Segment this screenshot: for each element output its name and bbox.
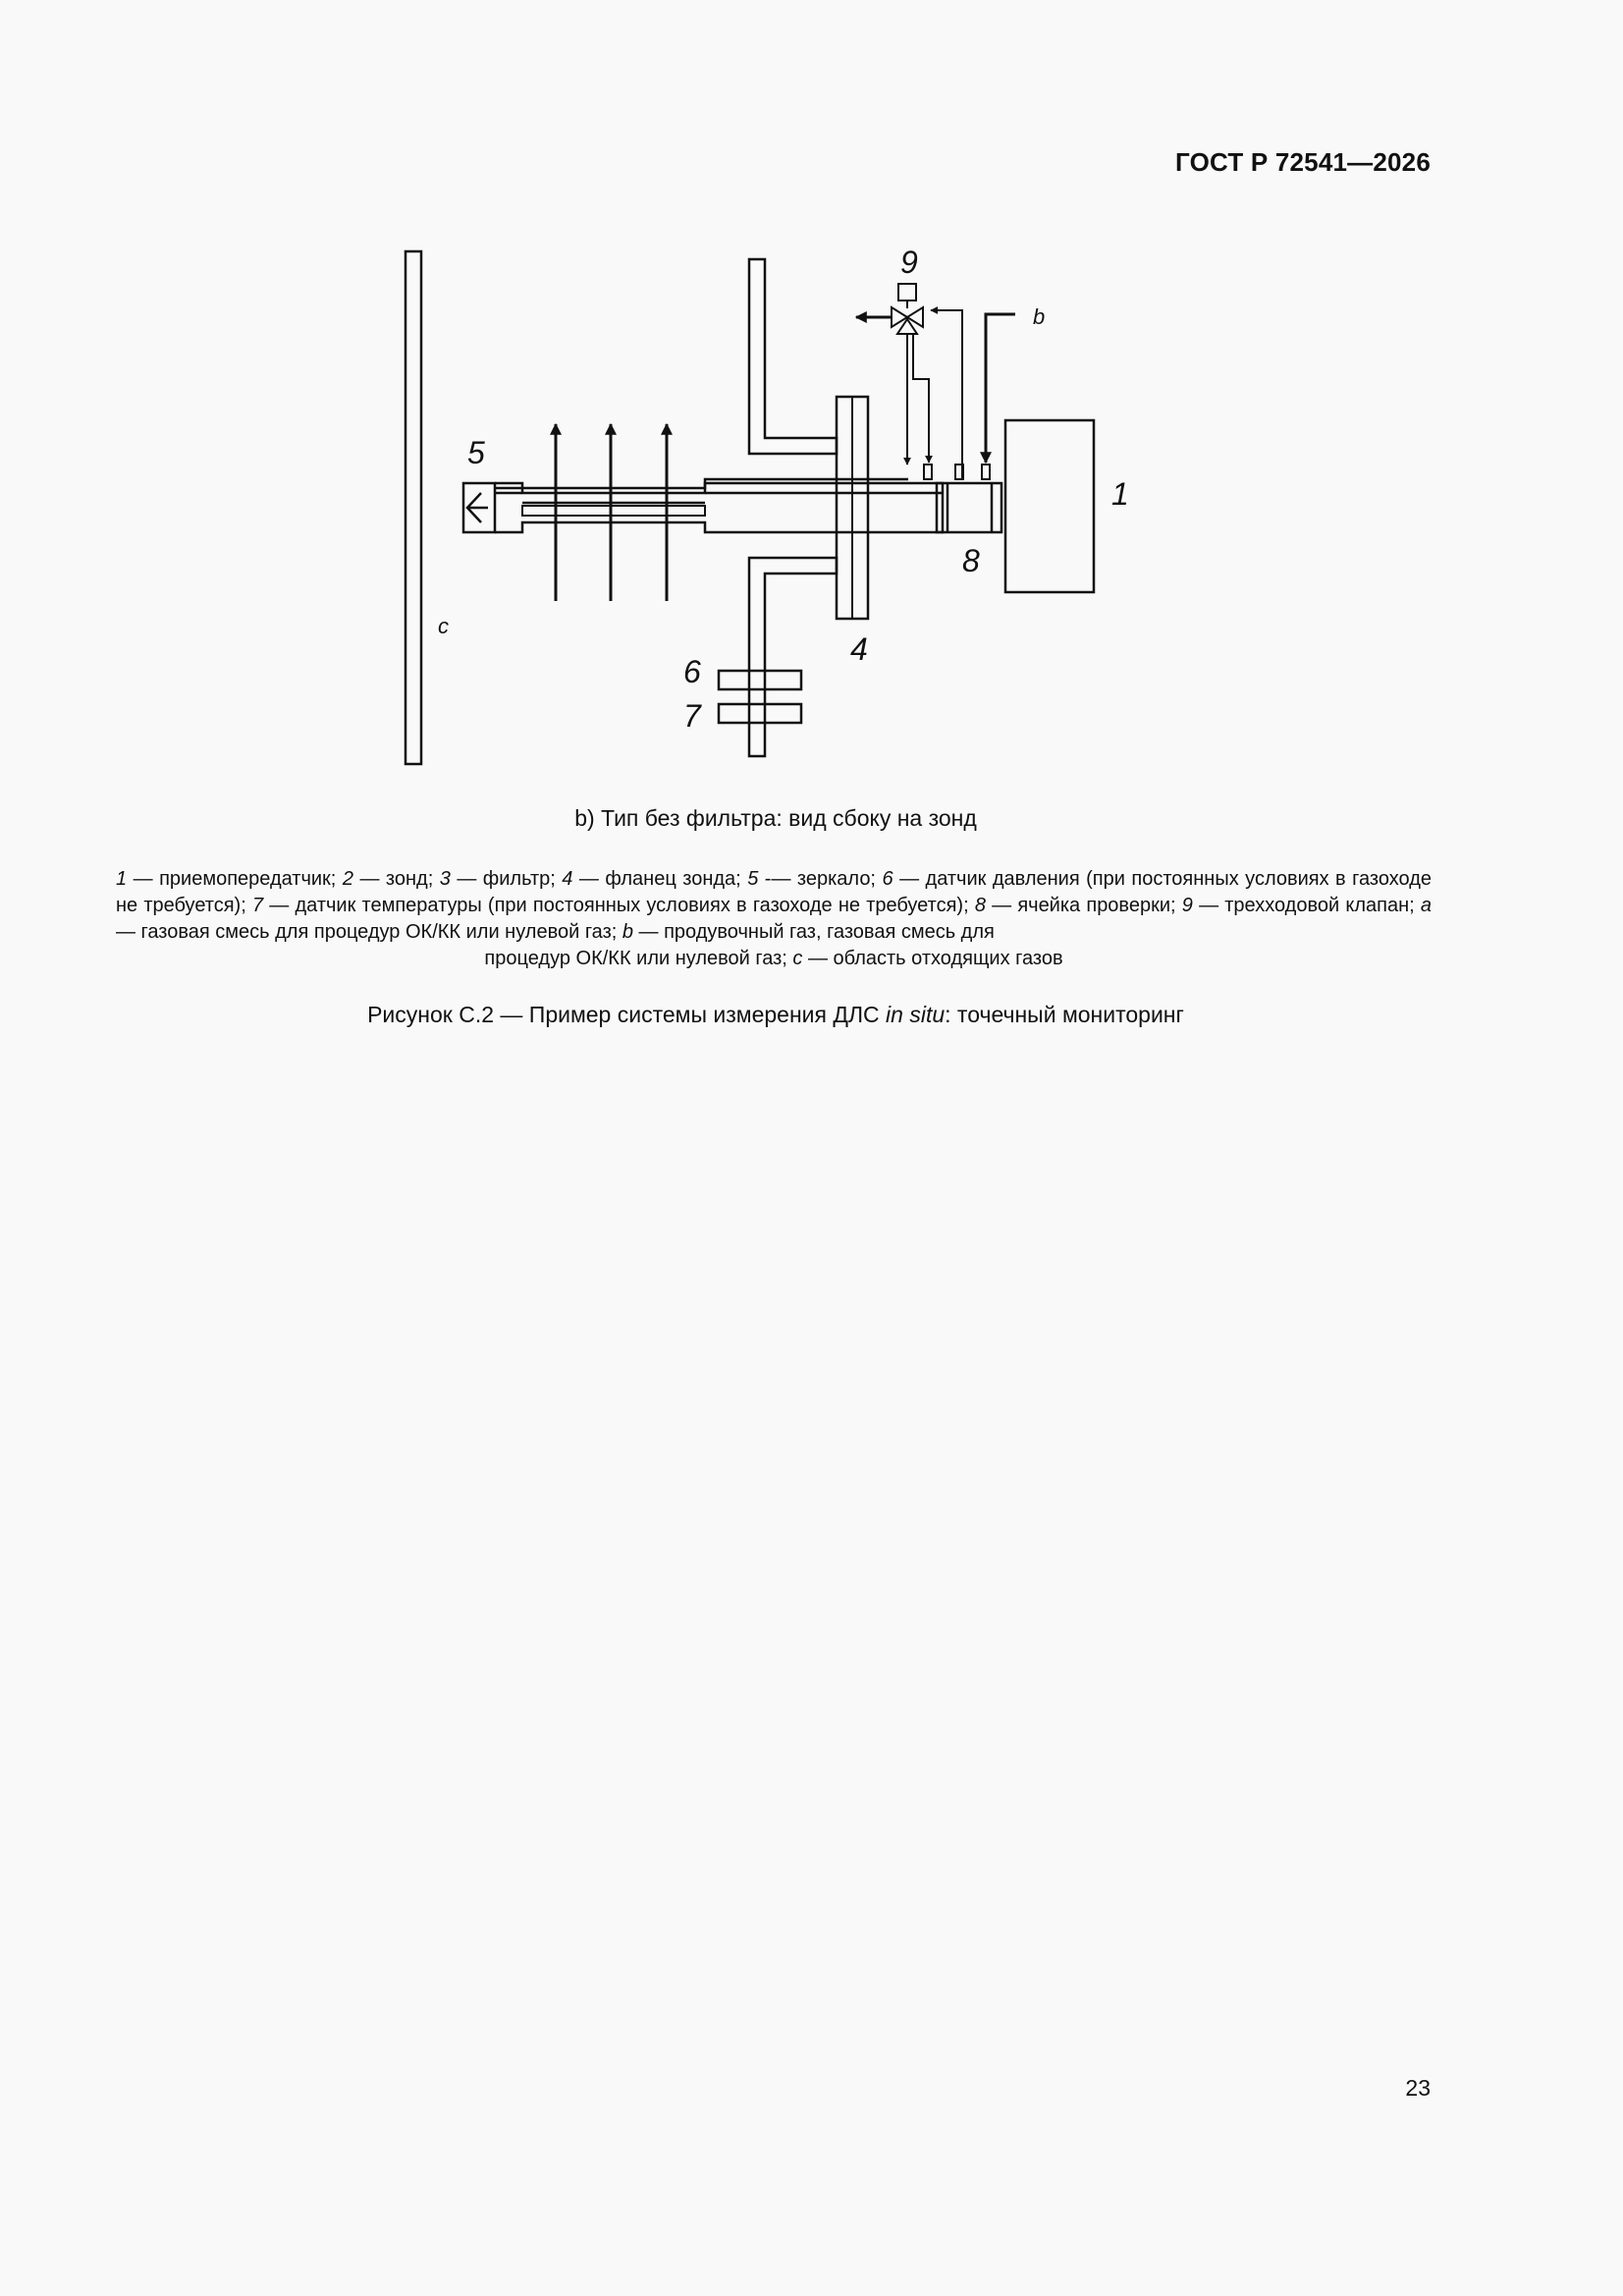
label-7: 7 xyxy=(683,698,701,734)
mirror-icon xyxy=(467,493,488,522)
figure-subcaption: b) Тип без фильтра: вид сбоку на зонд xyxy=(574,805,977,831)
label-6: 6 xyxy=(683,654,701,689)
label-1: 1 xyxy=(1111,476,1129,512)
probe-diagram xyxy=(0,0,1623,786)
figure-legend: 1 — приемопередатчик; 2 — зонд; 3 — фильтр; 4 — фланец зонда; 5 -— зеркало; 6 — датчик давления (при постоянных условиях в газоходе не требуется); 7 — датчик температуры (при постоянных условиях в газоходе не требуется); 8 — ячейка проверки; 9 — трехходовой клапан; а — газовая смесь для процедур ОК/КК или нулевой газ; b — продувочный газ, газовая смесь для процедур ОК/КК или нулевой газ; с — область отходящих газов xyxy=(116,868,1433,969)
label-5: 5 xyxy=(467,435,485,470)
gas-a-line xyxy=(931,310,962,479)
flue-gas-wall xyxy=(406,251,421,764)
upper-mount-plate xyxy=(749,259,837,454)
label-c: c xyxy=(438,614,449,638)
lower-mount-plate xyxy=(749,558,837,756)
temperature-sensor xyxy=(719,704,801,723)
figure-caption: Рисунок С.2 — Пример системы измерения ДЛС in situ: точечный мониторинг xyxy=(367,1002,1184,1027)
port xyxy=(982,465,990,479)
gas-b-line xyxy=(986,314,1015,463)
pressure-sensor xyxy=(719,671,801,689)
label-9: 9 xyxy=(900,245,918,280)
port xyxy=(924,465,932,479)
probe-flange-inner xyxy=(852,397,868,619)
probe-window xyxy=(522,506,705,516)
transceiver xyxy=(1005,420,1094,592)
document-id: ГОСТ Р 72541—2026 xyxy=(1175,147,1431,177)
valve-actuator xyxy=(898,284,916,301)
label-8: 8 xyxy=(962,543,980,578)
valve-feed-line xyxy=(913,334,929,463)
probe-tube xyxy=(495,483,943,532)
probe-inner-line xyxy=(495,493,943,503)
label-b: b xyxy=(1033,304,1046,329)
three-way-valve-icon xyxy=(892,307,923,334)
page-number: 23 xyxy=(1405,2075,1431,2101)
label-4: 4 xyxy=(850,631,868,667)
